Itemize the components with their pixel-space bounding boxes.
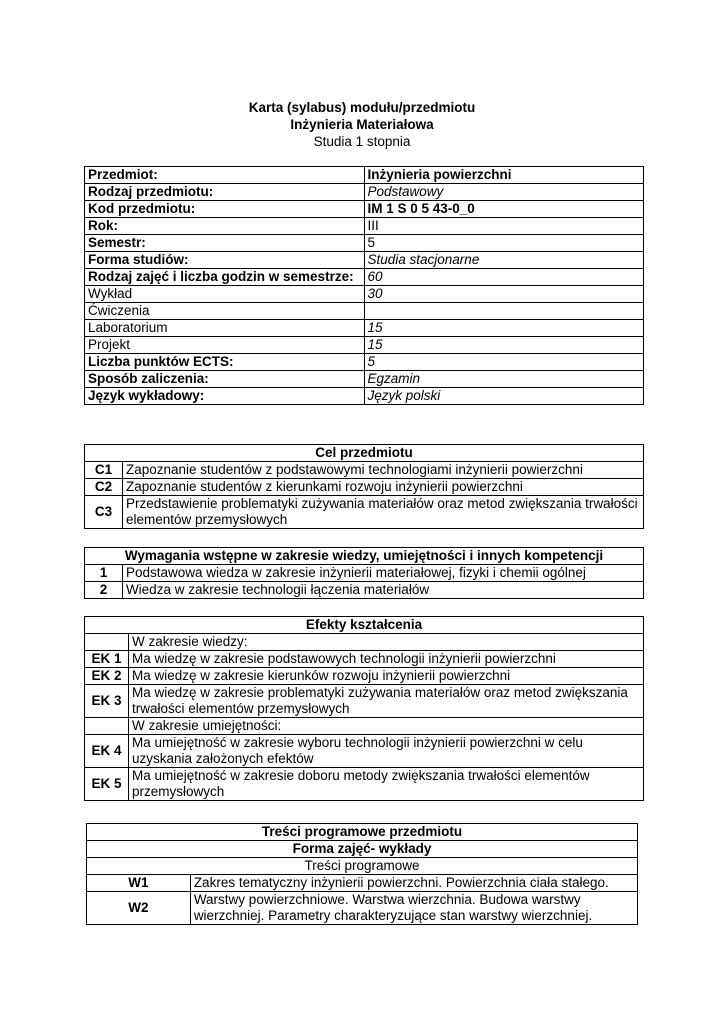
wymagania-code: 1	[85, 565, 123, 582]
header-line-2: Inżynieria Materiałowa	[290, 117, 434, 132]
info-label: Liczba punktów ECTS:	[85, 354, 365, 371]
efekty-code: EK 1	[85, 651, 129, 668]
efekty-row	[85, 768, 644, 801]
program-table	[86, 823, 638, 925]
info-label: Ćwiczenia	[85, 303, 365, 320]
wymagania-text: Podstawowa wiedza w zakresie inżynierii materiałowej, fizyki i chemii ogólnej	[122, 565, 643, 582]
efekty-text: Ma wiedzę w zakresie podstawowych technologii inżynierii powierzchni	[128, 651, 643, 668]
cel-code: C2	[85, 479, 123, 496]
info-row	[85, 269, 644, 286]
info-row	[85, 235, 644, 252]
info-label: Rodzaj zajęć i liczba godzin w semestrze:	[85, 269, 365, 286]
info-row	[85, 388, 644, 405]
requirements-table	[84, 547, 644, 599]
efekty-text: Ma umiejętność w zakresie wyboru technologii inżynierii powierzchni w celu uzyskania założonych efektów	[128, 735, 643, 768]
info-value: Studia stacjonarne	[364, 252, 644, 269]
tresci-text: Warstwy powierzchniowe. Warstwa wierzchnia. Budowa warstwy wierzchniej. Parametry charakteryzujące stan warstwy wierzchniej.	[190, 892, 637, 925]
info-row	[85, 354, 644, 371]
program-subheader: Treści programowe	[87, 858, 638, 875]
efekty-row	[85, 668, 644, 685]
efekty-code: EK 2	[85, 668, 129, 685]
cel-text: Przedstawienie problematyki zużywania materiałów oraz metod zwiększania trwałości elementów przemysłowych	[122, 496, 643, 529]
info-label: Przedmiot:	[85, 167, 365, 184]
cel-text: Zapoznanie studentów z podstawowymi technologiami inżynierii powierzchni	[122, 462, 643, 479]
info-row	[85, 337, 644, 354]
efekty-code: EK 4	[85, 735, 129, 768]
info-row	[85, 218, 644, 235]
tresci-row	[87, 875, 638, 892]
header-line-1: Karta (sylabus) modułu/przedmiotu	[248, 100, 476, 115]
header-line-3: Studia 1 stopnia	[313, 134, 411, 149]
info-label: Projekt	[85, 337, 365, 354]
info-row	[85, 167, 644, 184]
goals-table	[84, 444, 644, 529]
info-row	[85, 201, 644, 218]
efekty-code	[85, 634, 129, 651]
tresci-text: Zakres tematyczny inżynierii powierzchni. Powierzchnia ciała stałego.	[190, 875, 637, 892]
info-table	[84, 166, 644, 405]
efekty-text: W zakresie umiejętności:	[128, 718, 643, 735]
info-value: III	[364, 218, 644, 235]
info-label: Rodzaj przedmiotu:	[85, 184, 365, 201]
wymagania-row	[85, 582, 644, 599]
efekty-row	[85, 718, 644, 735]
cel-text: Zapoznanie studentów z kierunkami rozwoju inżynierii powierzchni	[122, 479, 643, 496]
info-value: Egzamin	[364, 371, 644, 388]
info-row	[85, 320, 644, 337]
info-value: 5	[364, 235, 644, 252]
info-row	[85, 371, 644, 388]
document-header	[0, 99, 724, 150]
info-row	[85, 303, 644, 320]
info-value	[364, 303, 644, 320]
info-label: Sposób zaliczenia:	[85, 371, 365, 388]
info-label: Laboratorium	[85, 320, 365, 337]
wymagania-row	[85, 565, 644, 582]
info-row	[85, 184, 644, 201]
efekty-code: EK 5	[85, 768, 129, 801]
tresci-code: W1	[87, 875, 191, 892]
requirements-title: Wymagania wstępne w zakresie wiedzy, umiejętności i innych kompetencji	[85, 548, 644, 565]
info-label: Rok:	[85, 218, 365, 235]
cel-code: C1	[85, 462, 123, 479]
tresci-code: W2	[87, 892, 191, 925]
efekty-row	[85, 735, 644, 768]
info-label: Kod przedmiotu:	[85, 201, 365, 218]
cel-row	[85, 496, 644, 529]
info-value: IM 1 S 0 5 43-0_0	[364, 201, 644, 218]
efekty-text: Ma wiedzę w zakresie problematyki zużywania materiałów oraz metod zwiększania trwałości elementów przemysłowych	[128, 685, 643, 718]
cel-row	[85, 462, 644, 479]
info-value: Język polski	[364, 388, 644, 405]
info-value: 30	[364, 286, 644, 303]
tresci-row	[87, 892, 638, 925]
info-row	[85, 286, 644, 303]
efekty-text: W zakresie wiedzy:	[128, 634, 643, 651]
info-value: 15	[364, 337, 644, 354]
program-title: Treści programowe przedmiotu	[87, 824, 638, 841]
info-label: Wykład	[85, 286, 365, 303]
cel-code: C3	[85, 496, 123, 529]
efekty-text: Ma umiejętność w zakresie doboru metody zwiększania trwałości elementów przemysłowych	[128, 768, 643, 801]
info-value: 60	[364, 269, 644, 286]
info-value: 15	[364, 320, 644, 337]
info-label: Forma studiów:	[85, 252, 365, 269]
efekty-row	[85, 685, 644, 718]
efekty-code	[85, 718, 129, 735]
goals-title: Cel przedmiotu	[85, 445, 644, 462]
outcomes-table	[84, 616, 644, 801]
outcomes-title: Efekty kształcenia	[85, 617, 644, 634]
efekty-text: Ma wiedzę w zakresie kierunków rozwoju inżynierii powierzchni	[128, 668, 643, 685]
info-label: Język wykładowy:	[85, 388, 365, 405]
info-value: Podstawowy	[364, 184, 644, 201]
efekty-code: EK 3	[85, 685, 129, 718]
info-row	[85, 252, 644, 269]
info-value: Inżynieria powierzchni	[364, 167, 644, 184]
info-value: 5	[364, 354, 644, 371]
program-subtitle: Forma zajęć- wykłady	[87, 841, 638, 858]
efekty-row	[85, 634, 644, 651]
info-label: Semestr:	[85, 235, 365, 252]
cel-row	[85, 479, 644, 496]
efekty-row	[85, 651, 644, 668]
wymagania-text: Wiedza w zakresie technologii łączenia materiałów	[122, 582, 643, 599]
wymagania-code: 2	[85, 582, 123, 599]
